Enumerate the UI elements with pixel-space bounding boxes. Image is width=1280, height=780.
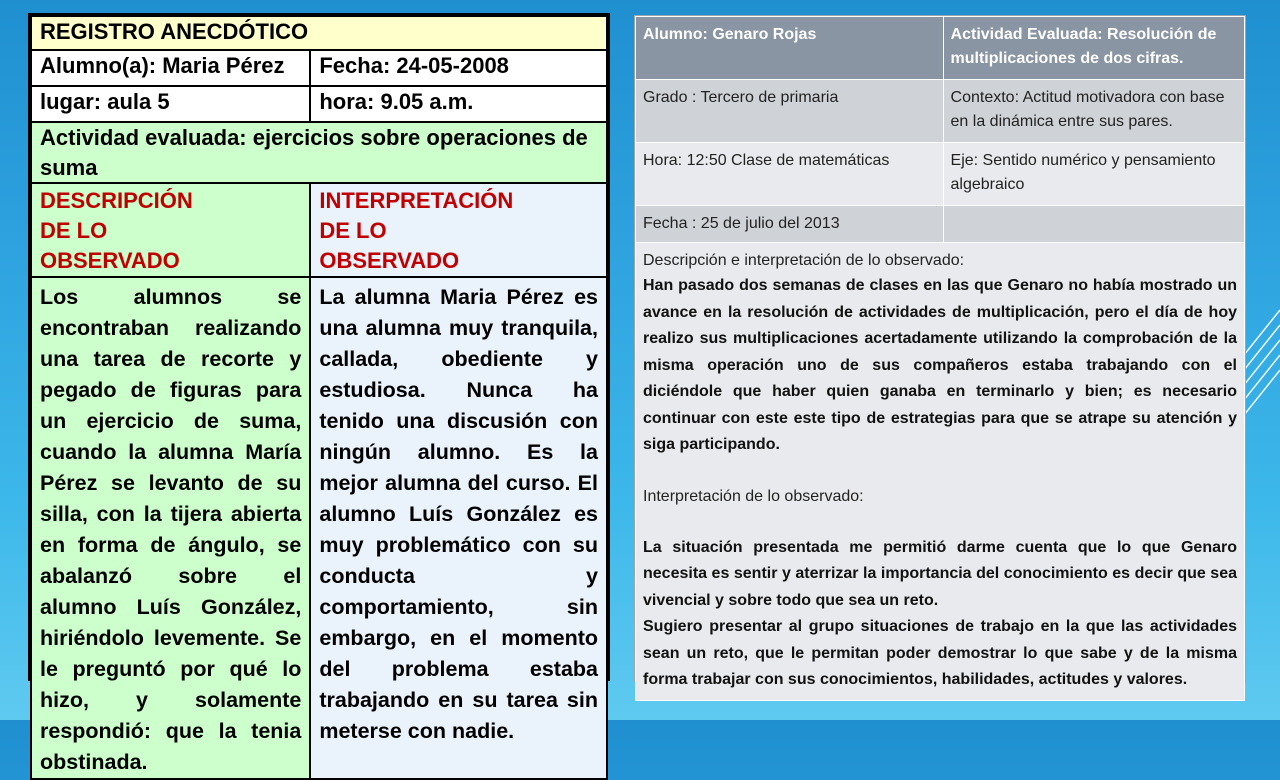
empty-cell <box>943 206 1244 243</box>
description-label: Descripción e interpretación de lo observado: <box>643 252 965 269</box>
interpretation-text: La situación presentada me permitió darme cuenta que lo que Genaro necesita es sentir y aterrizar la importancia del conocimiento es decir que sea vivencial y sobre todo que sea un reto. <box>643 538 1237 609</box>
interpretation-text: La alumna Maria Pérez es una alumna muy tranquila, callada, obediente y estudiosa. Nunca ha tenido una discusión con ningún alumno. Es la mejor alumna del curso. El alumno Luís González es muy problemático con su conducta y comportamiento, sin embargo, en el momento del problema estaba trabajando en su tarea sin meterse con nadie. <box>310 277 607 779</box>
interpretation-header: INTERPRETACIÓN DE LO OBSERVADO <box>310 183 607 277</box>
suggestion-text: Sugiero presentar al grupo situaciones de trabajo en la que las actividades sean un reto, que le permitan poder demostrar lo que sabe y de la misma forma trabajar con sus conocimientos, habilidades, actitudes y valores. <box>643 618 1237 688</box>
record-date: Fecha: 24-05-2008 <box>310 50 607 86</box>
anecdotal-record-right <box>634 15 1246 688</box>
axis: Eje: Sentido numérico y pensamiento algebraico <box>943 143 1244 206</box>
evaluated-activity: Actividad evaluada: ejercicios sobre operaciones de suma <box>31 122 607 183</box>
record-time: hora: 9.05 a.m. <box>310 86 607 122</box>
evaluated-activity: Actividad Evaluada: Resolución de multiplicaciones de dos cifras. <box>943 17 1244 80</box>
grade: Grado : Tercero de primaria <box>636 80 944 143</box>
observation-section <box>636 243 1245 701</box>
record-place: lugar: aula 5 <box>31 86 310 122</box>
description-text: Han pasado dos semanas de clases en las que Genaro no había mostrado un avance en la resolución de actividades de multiplicación, pero el día de hoy realizo sus multiplicaciones acertadamente utilizando la comprobación de la misma operación uno de sus compañeros estaba trabajando con el diciéndole que haber quien ganaba en terminarlo y bien; es necesario continuar con este este tipo de estrategias para que se atrape su atención y siga participando. <box>643 277 1237 453</box>
interpretation-label: Interpretación de lo observado: <box>643 487 864 505</box>
description-text: Los alumnos se encontraban realizando una tarea de recorte y pegado de figuras para un ejercicio de suma, cuando la alumna María Pérez se levanto de su silla, con la tijera abierta en forma de ángulo, se abalanzó sobre el alumno Luís González, hiriéndolo levemente. Se le preguntó por qué lo hizo, y solamente respondió: que la tenia obstinada. <box>31 277 310 779</box>
decorative-lines <box>1240 300 1280 440</box>
record-title: REGISTRO ANECDÓTICO <box>31 16 607 50</box>
record-date: Fecha : 25 de julio del 2013 <box>636 206 944 243</box>
anecdotal-record-left <box>28 13 610 775</box>
student-name: Alumno(a): Maria Pérez <box>31 50 310 86</box>
context: Contexto: Actitud motivadora con base en la dinámica entre sus pares. <box>943 80 1244 143</box>
description-header: DESCRIPCIÓN DE LO OBSERVADO <box>31 183 310 277</box>
student-name: Alumno: Genaro Rojas <box>636 17 944 80</box>
class-time: Hora: 12:50 Clase de matemáticas <box>636 143 944 206</box>
